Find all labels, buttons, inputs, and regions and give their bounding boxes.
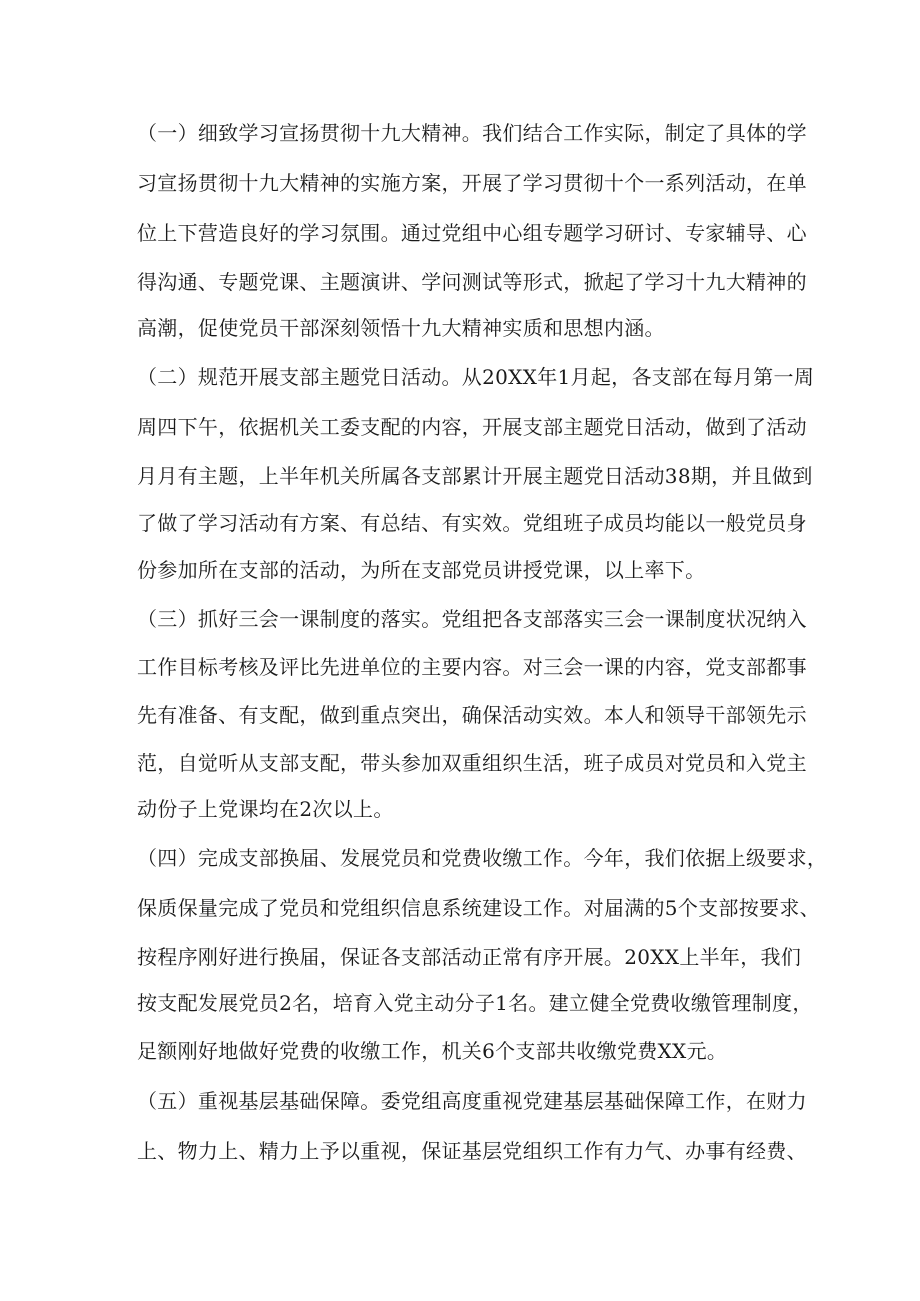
paragraph-line: （四）完成支部换届、发展党员和党费收缴工作。今年，我们依据上级要求， (137, 846, 828, 870)
paragraph-line: 先有准备、有支配，做到重点突出，确保活动实效。本人和领导干部领先示 (137, 703, 807, 727)
paragraph-line: 工作目标考核及评比先进单位的主要内容。对三会一课的内容，党支部都事 (137, 655, 807, 679)
paragraph-line: 了做了学习活动有方案、有总结、有实效。党组班子成员均能以一般党员身 (137, 511, 807, 535)
paragraph-line: 足额刚好地做好党费的收缴工作，机关6个支部共收缴党费XX元。 (137, 1039, 728, 1063)
paragraph-line: 位上下营造良好的学习氛围。通过党组中心组专题学习研讨、专家辅导、心 (137, 221, 807, 245)
paragraph-line: 保质保量完成了党员和党组织信息系统建设工作。对届满的5个支部按要求、 (137, 896, 820, 920)
paragraph-line: 上、物力上、精力上予以重视，保证基层党组织工作有力气、办事有经费、 (137, 1139, 807, 1163)
paragraph-line: （三）抓好三会一课制度的落实。党组把各支部落实三会一课制度状况纳入 (137, 607, 807, 631)
paragraph-line: 周四下午，依据机关工委支配的内容，开展支部主题党日活动，做到了活动 (137, 415, 807, 439)
paragraph-line: （五）重视基层基础保障。委党组高度重视党建基层基础保障工作，在财力 (137, 1089, 807, 1113)
paragraph-line: 份参加所在支部的活动，为所在支部党员讲授党课，以上率下。 (137, 558, 706, 582)
paragraph-line: 得沟通、专题党课、主题演讲、学问测试等形式，掀起了学习十九大精神的 (137, 270, 807, 294)
paragraph-line: 月月有主题，上半年机关所属各支部累计开展主题党日活动38期，并且做到 (137, 464, 813, 488)
paragraph-line: 高潮，促使党员干部深刻领悟十九大精神实质和思想内涵。 (137, 316, 665, 340)
paragraph-line: 按程序刚好进行换届，保证各支部活动正常有序开展。20XX上半年，我们 (137, 945, 802, 969)
paragraph-line: 习宣扬贯彻十九大精神的实施方案，开展了学习贯彻十个一系列活动，在单 (137, 171, 807, 195)
paragraph-line: 动份子上党课均在2次以上。 (137, 797, 394, 821)
paragraph-line: （一）细致学习宣扬贯彻十九大精神。我们结合工作实际，制定了具体的学 (137, 121, 807, 145)
paragraph-line: 范，自觉听从支部支配，带头参加双重组织生活，班子成员对党员和入党主 (137, 751, 807, 775)
paragraph-line: 按支配发展党员2名，培育入党主动分子1名。建立健全党费收缴管理制度， (137, 991, 813, 1015)
paragraph-line: （二）规范开展支部主题党日活动。从20XX年1月起，各支部在每月第一周 (137, 365, 815, 389)
